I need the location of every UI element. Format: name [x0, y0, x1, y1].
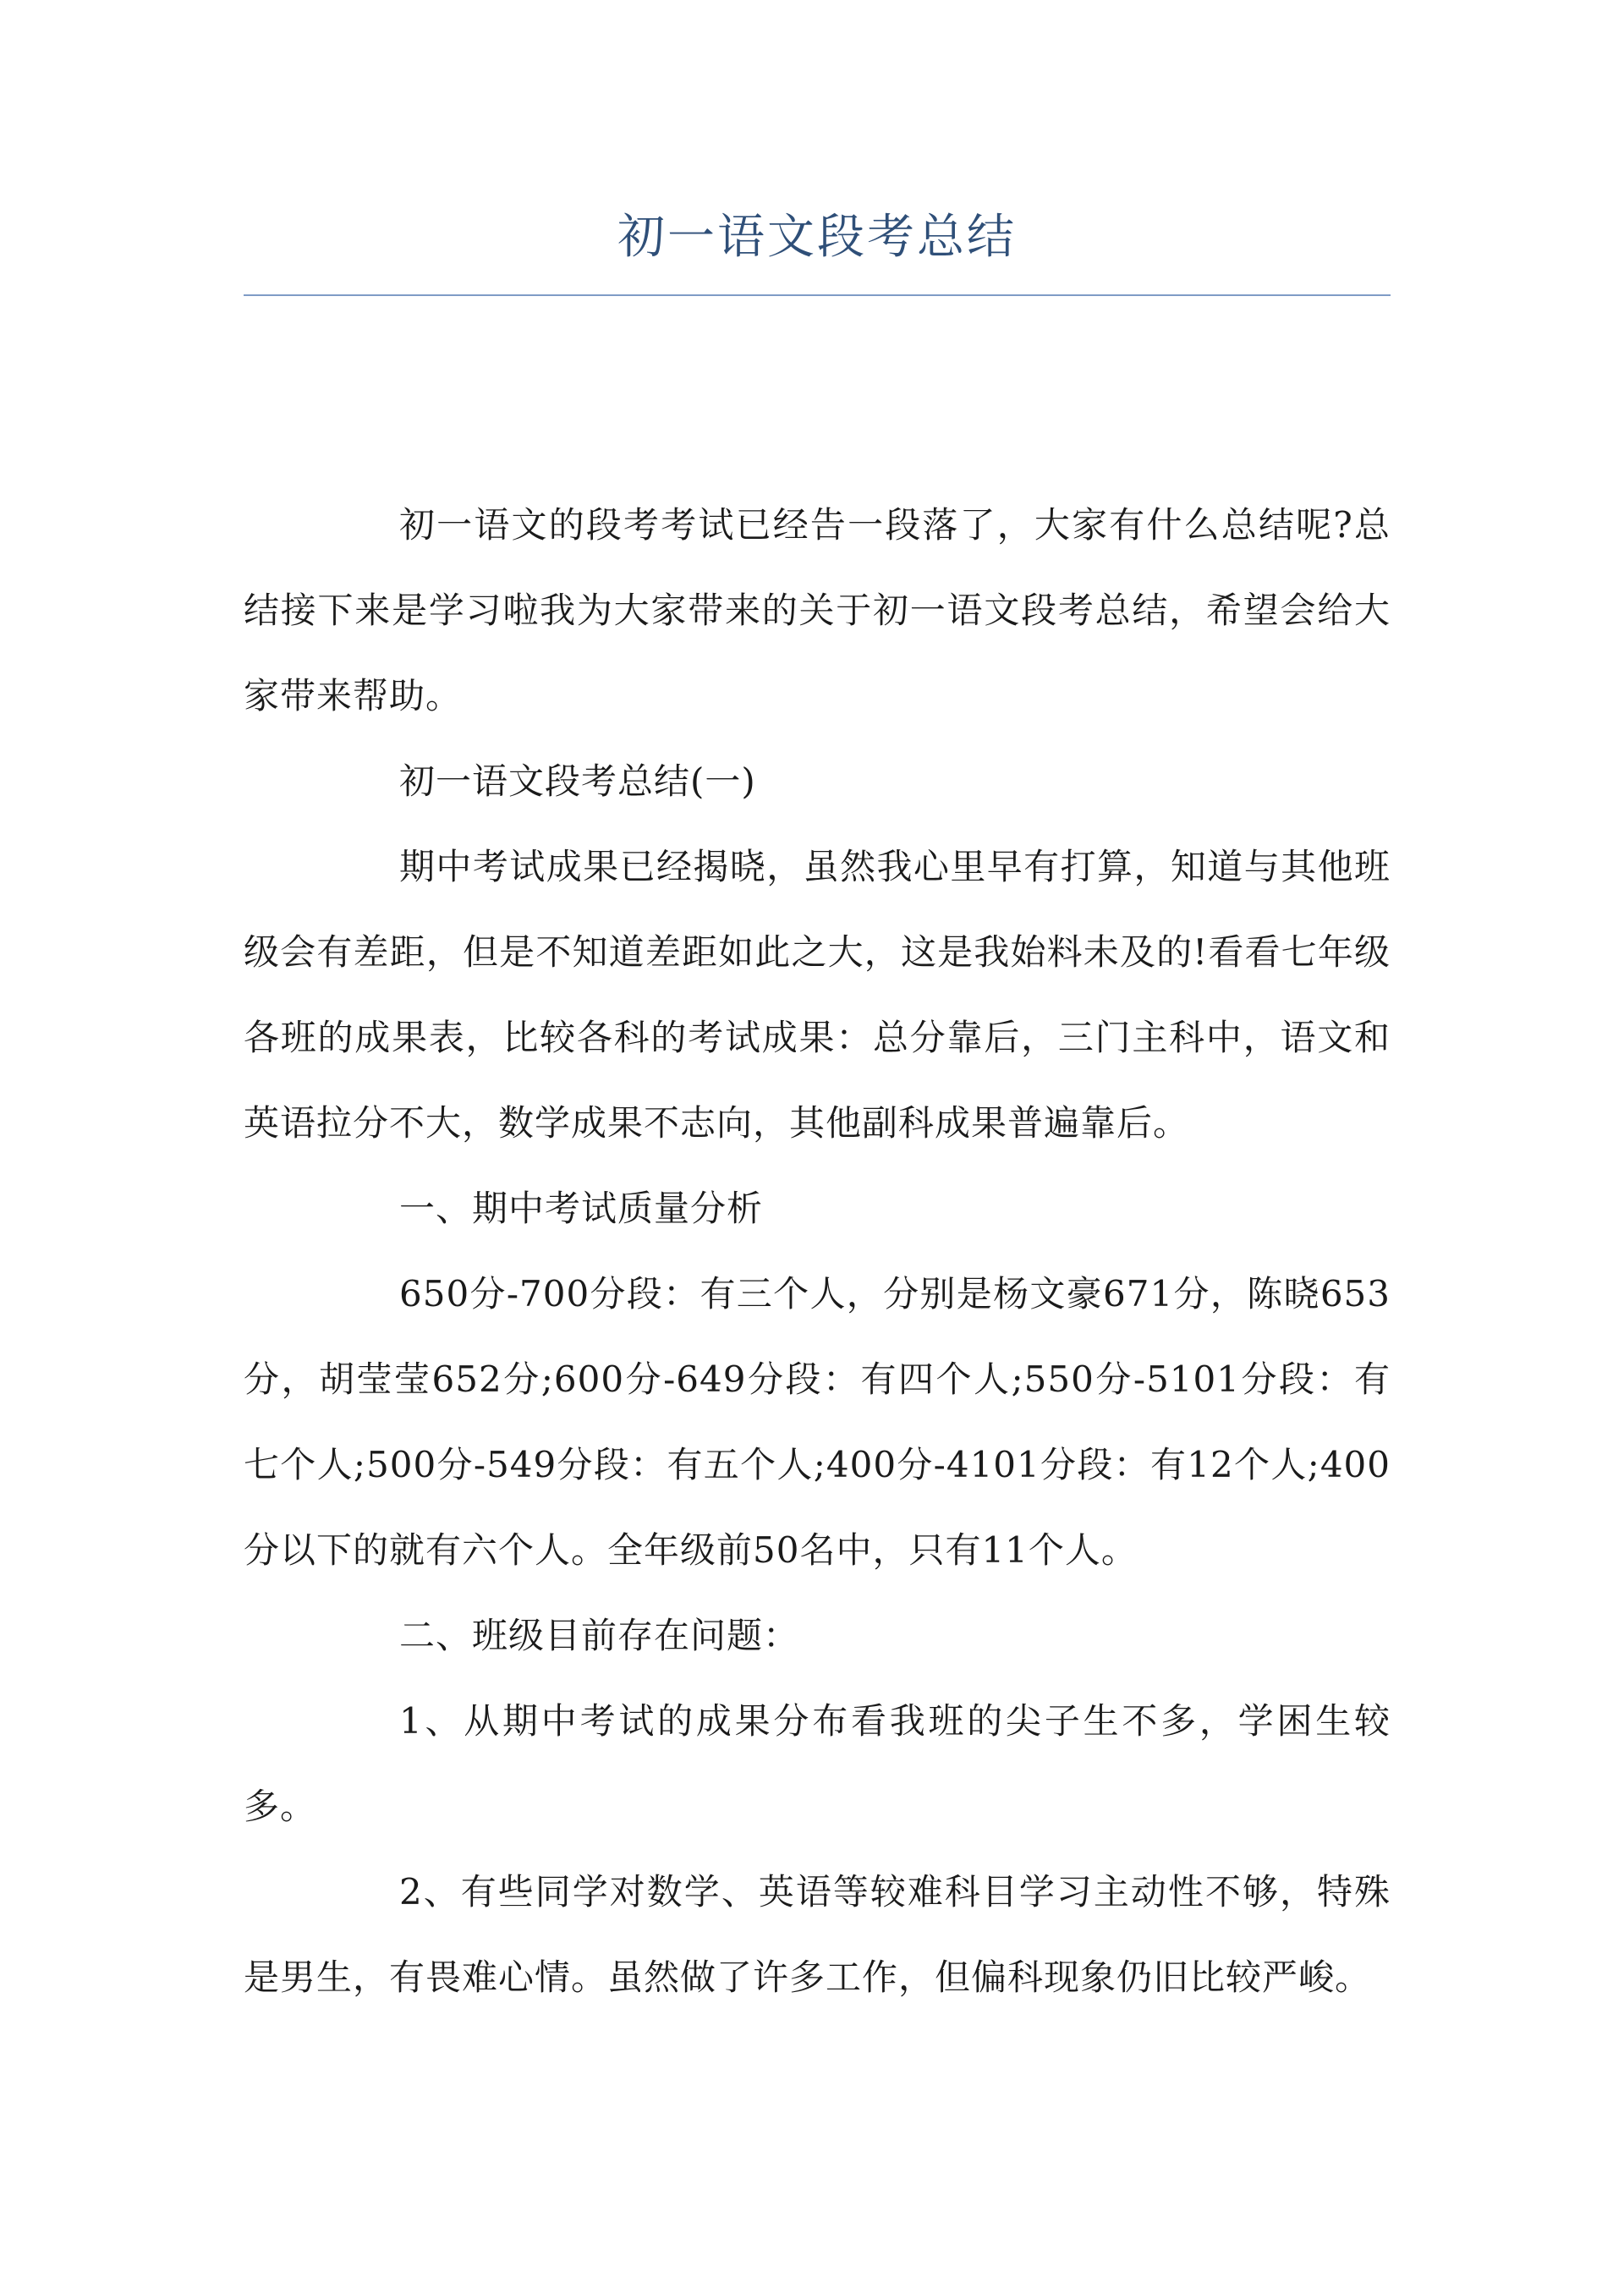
body-paragraph: 期中考试成果已经揭晓，虽然我心里早有打算，知道与其他班级会有差距，但是不知道差距如此之大，这是我始料未及的!看看七年级各班的成果表，比较各科的考试成果：总分靠后，三门主科中，语文和英语拉分不大，数学成果不志向，其他副科成果普遍靠后。: [244, 846, 1391, 1144]
list-item: 1、从期中考试的成果分布看我班的尖子生不多，学困生较多。: [244, 1700, 1391, 1827]
body-paragraph: 650分-700分段：有三个人，分别是杨文豪671分，陈晓653分，胡莹莹652分;600分-649分段：有四个人;550分-5101分段：有七个人;500分-549分段：有五个人;400分-4101分段：有12个人;400分以下的就有六个人。全年级前50名中，只有11个人。: [244, 1273, 1391, 1571]
title-divider: [244, 294, 1391, 296]
section-heading-quality-analysis: 一、期中考试质量分析: [399, 1188, 764, 1229]
section-heading-summary-one: 初一语文段考总结(一): [399, 760, 756, 802]
intro-paragraph: 初一语文的段考考试已经告一段落了，大家有什么总结呢?总结接下来是学习啦我为大家带来的关于初一语文段考总结，希望会给大家带来帮助。: [244, 504, 1391, 716]
section-heading-problems: 二、班级目前存在问题：: [399, 1615, 800, 1656]
document-body: [244, 482, 1391, 2020]
document-title: 初一语文段考总结: [617, 210, 1017, 265]
list-item: 2、有些同学对数学、英语等较难科目学习主动性不够，特殊是男生，有畏难心情。虽然做了许多工作，但偏科现象仍旧比较严峻。: [244, 1871, 1391, 1998]
